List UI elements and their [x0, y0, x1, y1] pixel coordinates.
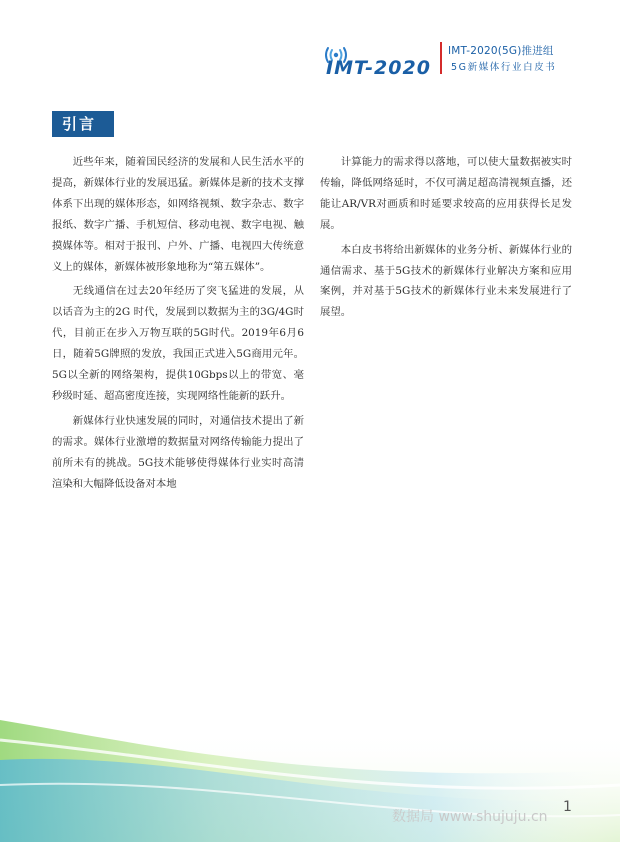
- header-subtitle: 5G新媒体行业白皮书: [451, 62, 557, 73]
- paragraph: 本白皮书将给出新媒体的业务分析、新媒体行业的通信需求、基于5G技术的新媒体行业解决方案和应用案例，并对基于5G技术的新媒体行业未来发展进行了展望。: [320, 243, 572, 319]
- header-divider: [440, 42, 442, 74]
- watermark: 数据局 www.shujuju.cn: [392, 809, 548, 825]
- logo-text: IMT-2020: [326, 57, 431, 78]
- header-org: IMT-2020(5G)推进组: [448, 45, 554, 57]
- section-title: 引言: [62, 115, 97, 133]
- page-number: 1: [563, 799, 572, 815]
- paragraph: 无线通信在过去20年经历了突飞猛进的发展，从以话音为主的2G 时代，发展到以数据为主的3G/4G时代，目前正在步入万物互联的5G时代。2019年6月6日，随着5G牌照的发放，我国正式进入5G商用元年。5G以全新的网络架构，提供10Gbps以上的带宽、毫秒级时延、超高密度连接，实现网络性能新的跃升。: [52, 285, 304, 402]
- right-column: [320, 152, 572, 327]
- paragraph: 近些年来，随着国民经济的发展和人民生活水平的提高，新媒体行业的发展迅猛。新媒体是新的技术支撑体系下出现的媒体形态，如网络视频、数字杂志、数字报纸、数字广播、手机短信、移动电视、数字电视、触摸媒体等。相对于报刊、户外、广播、电视四大传统意义上的媒体，新媒体被形象地称为“第五媒体”。: [52, 156, 304, 273]
- paragraph: 新媒体行业快速发展的同时，对通信技术提出了新的需求。媒体行业激增的数据量对网络传输能力提出了前所未有的挑战。5G技术能够使得媒体行业实时高清渲染和大幅降低设备对本地: [52, 414, 304, 490]
- left-column: [52, 152, 304, 499]
- imt2020-logo: [322, 38, 434, 78]
- paragraph: 计算能力的需求得以落地，可以使大量数据被实时传输，降低网络延时，不仅可满足超高清视频直播，还能让AR/VR对画质和时延要求较高的应用获得长足发展。: [320, 156, 572, 231]
